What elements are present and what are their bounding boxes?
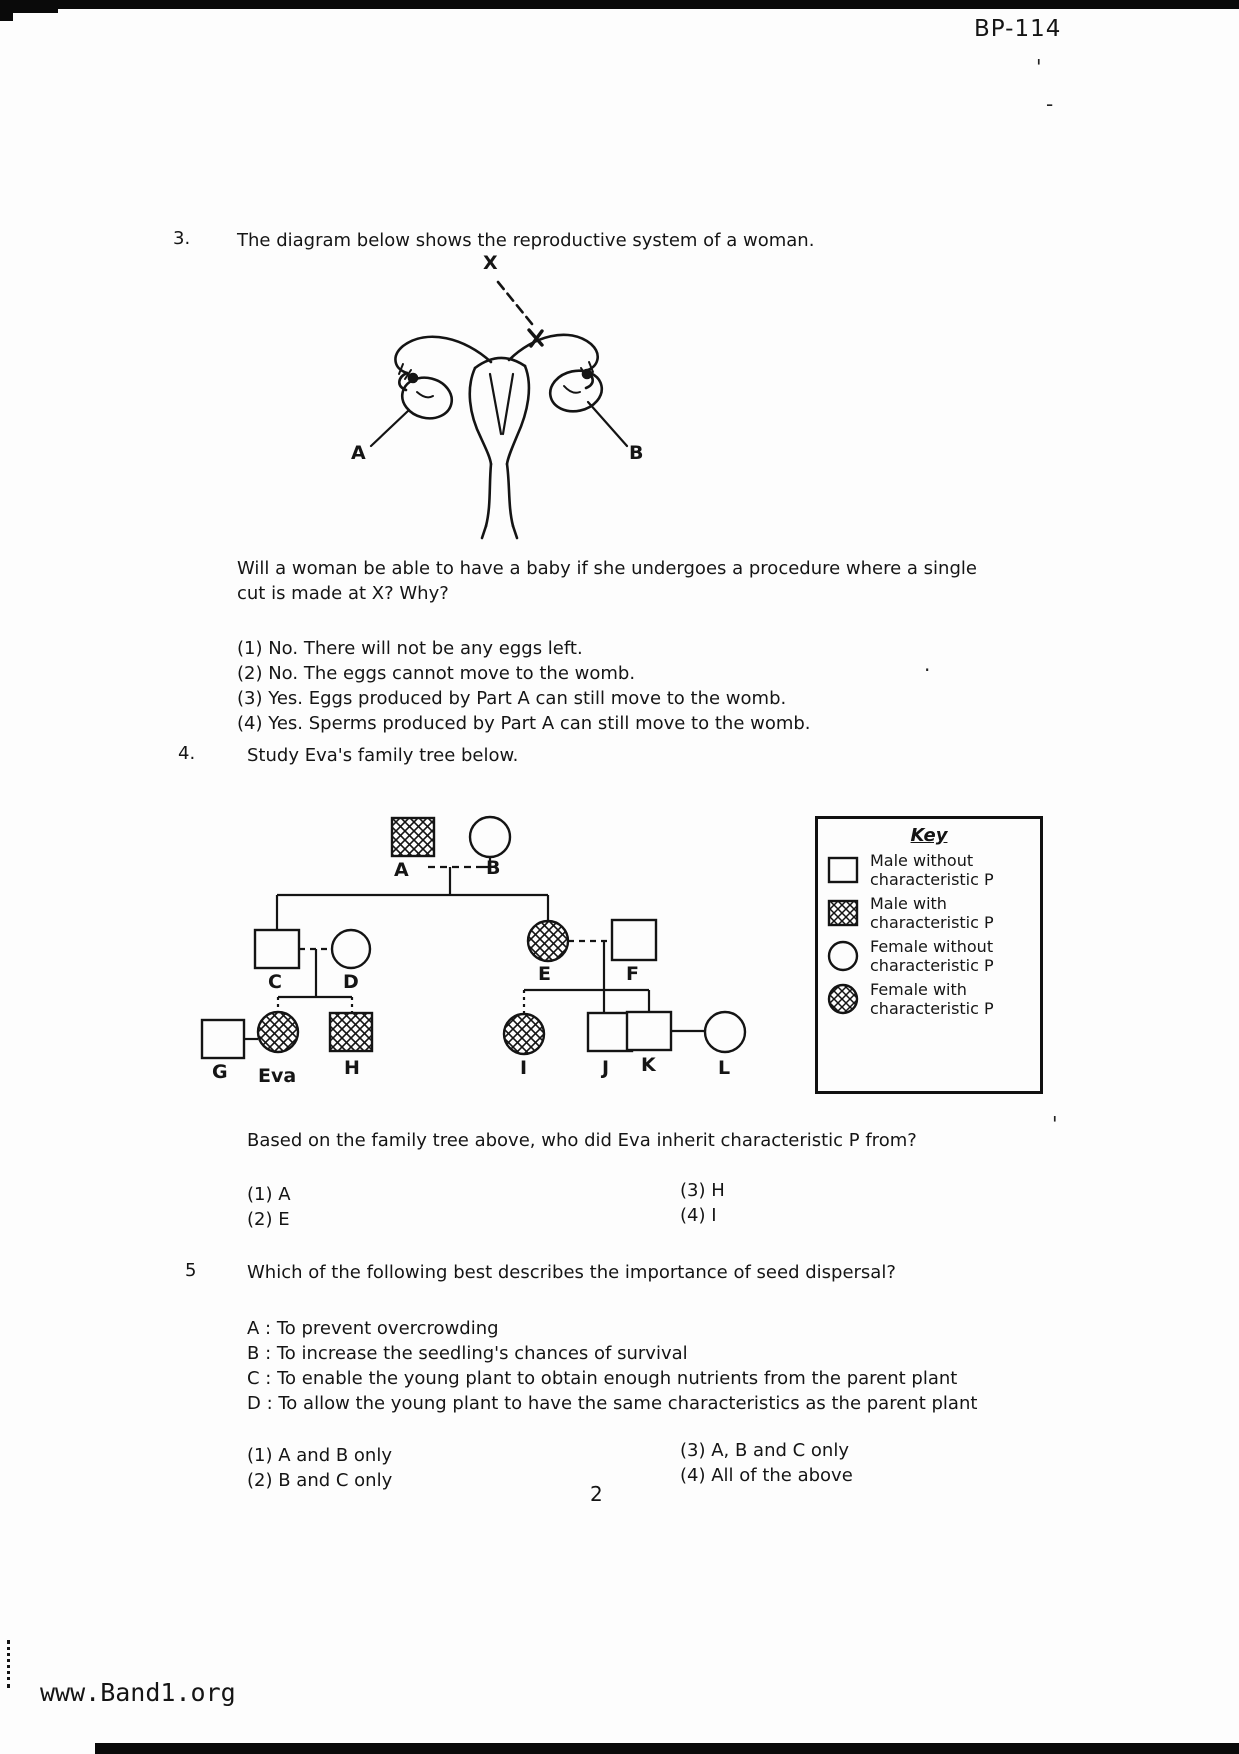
tree-label-e: E <box>538 963 551 985</box>
question-3-stem: The diagram below shows the reproductive system of a woman. <box>237 230 815 251</box>
q3-option-2: (2) No. The eggs cannot move to the womb. <box>237 663 636 684</box>
tree-node-I <box>504 1014 544 1054</box>
scan-artifact: . <box>924 652 931 676</box>
key-row <box>826 851 1032 889</box>
tree-label-eva: Eva <box>258 1065 297 1087</box>
question-5-number: 5 <box>185 1260 197 1281</box>
tree-node-A <box>392 818 434 856</box>
scan-dotted-edge <box>7 1640 10 1688</box>
q4-option-4: (4) I <box>680 1205 717 1226</box>
tree-label-k: K <box>641 1054 656 1076</box>
key-row <box>826 894 1032 932</box>
tree-label-i: I <box>520 1057 528 1079</box>
tree-label-b: B <box>486 857 501 879</box>
tree-node-G <box>202 1020 244 1058</box>
q5-option-1: (1) A and B only <box>247 1445 392 1466</box>
scan-top-bar <box>0 0 1239 9</box>
question-4-options-col2 <box>680 1178 725 1228</box>
key-label: Female without characteristic P <box>870 937 994 975</box>
question-4-stem: Study Eva's family tree below. <box>247 745 519 766</box>
tree-label-j: J <box>602 1057 610 1079</box>
question-4-number: 4. <box>178 743 196 764</box>
diagram-label-b: B <box>629 442 644 464</box>
q4-option-1: (1) A <box>247 1184 291 1205</box>
female-with-symbol <box>826 983 862 1015</box>
q5-statement-d: D : To allow the young plant to have the same characteristics as the parent plant <box>247 1393 978 1414</box>
question-3-options <box>237 636 811 736</box>
male-with-symbol <box>826 897 862 929</box>
key-label: Male without characteristic P <box>870 851 994 889</box>
tree-node-B <box>470 817 510 857</box>
question-3-number: 3. <box>173 228 191 249</box>
q3-option-3: (3) Yes. Eggs produced by Part A can still move to the womb. <box>237 688 787 709</box>
q3-option-4: (4) Yes. Sperms produced by Part A can still move to the womb. <box>237 713 811 734</box>
family-tree-key <box>815 816 1043 1094</box>
reproductive-system-drawing <box>335 250 665 552</box>
tree-label-c: C <box>268 971 282 993</box>
doc-code: BP-114 <box>974 16 1062 42</box>
question-5-options-col2 <box>680 1438 853 1488</box>
family-tree-drawing <box>180 795 790 1095</box>
key-label: Male with characteristic P <box>870 894 994 932</box>
family-tree-diagram <box>180 795 790 1095</box>
question-5-statements <box>247 1316 977 1416</box>
page-number: 2 <box>590 1482 603 1506</box>
scan-corner-mark <box>0 0 13 21</box>
scan-artifact: ' <box>1036 55 1042 79</box>
key-row <box>826 980 1032 1018</box>
reproductive-system-diagram <box>335 250 665 552</box>
q4-option-3: (3) H <box>680 1180 725 1201</box>
q5-option-4: (4) All of the above <box>680 1465 853 1486</box>
tree-label-d: D <box>343 971 359 993</box>
tree-node-K <box>627 1012 671 1050</box>
tree-node-C <box>255 930 299 968</box>
q4-option-2: (2) E <box>247 1209 290 1230</box>
question-3-text: Will a woman be able to have a baby if she undergoes a procedure where a single cut is made at X? Why? <box>237 558 977 604</box>
footer-website: www.Band1.org <box>40 1678 236 1707</box>
tree-label-h: H <box>344 1057 360 1079</box>
diagram-label-a: A <box>351 442 366 464</box>
question-5-options-col1 <box>247 1443 392 1493</box>
tree-label-g: G <box>212 1061 228 1083</box>
tree-node-L <box>705 1012 745 1052</box>
key-title: Key <box>910 825 948 846</box>
tree-node-J <box>588 1013 632 1051</box>
q3-option-1: (1) No. There will not be any eggs left. <box>237 638 583 659</box>
q5-statement-a: A : To prevent overcrowding <box>247 1318 499 1339</box>
tree-label-a: A <box>394 859 409 881</box>
tree-node-E <box>528 921 568 961</box>
question-4-text: Based on the family tree above, who did Eva inherit characteristic P from? <box>247 1130 917 1151</box>
key-row <box>826 937 1032 975</box>
key-label: Female with characteristic P <box>870 980 994 1018</box>
tree-label-f: F <box>626 963 639 985</box>
q5-option-3: (3) A, B and C only <box>680 1440 849 1461</box>
question-5-stem: Which of the following best describes the importance of seed dispersal? <box>247 1262 896 1283</box>
tree-node-F <box>612 920 656 960</box>
tree-node-H <box>330 1013 372 1051</box>
male-without-symbol <box>826 854 862 886</box>
female-without-symbol <box>826 940 862 972</box>
question-4-options-col1 <box>247 1182 291 1232</box>
q5-option-2: (2) B and C only <box>247 1470 393 1491</box>
q5-statement-b: B : To increase the seedling's chances of survival <box>247 1343 688 1364</box>
scan-artifact: - <box>1046 92 1054 116</box>
diagram-label-x: X <box>483 252 498 274</box>
scan-bottom-bar <box>95 1743 1239 1754</box>
tree-label-l: L <box>718 1057 731 1079</box>
tree-node-D <box>332 930 370 968</box>
tree-node-Eva <box>258 1012 298 1052</box>
scan-artifact: ' <box>1052 1112 1058 1136</box>
q5-statement-c: C : To enable the young plant to obtain enough nutrients from the parent plant <box>247 1368 958 1389</box>
